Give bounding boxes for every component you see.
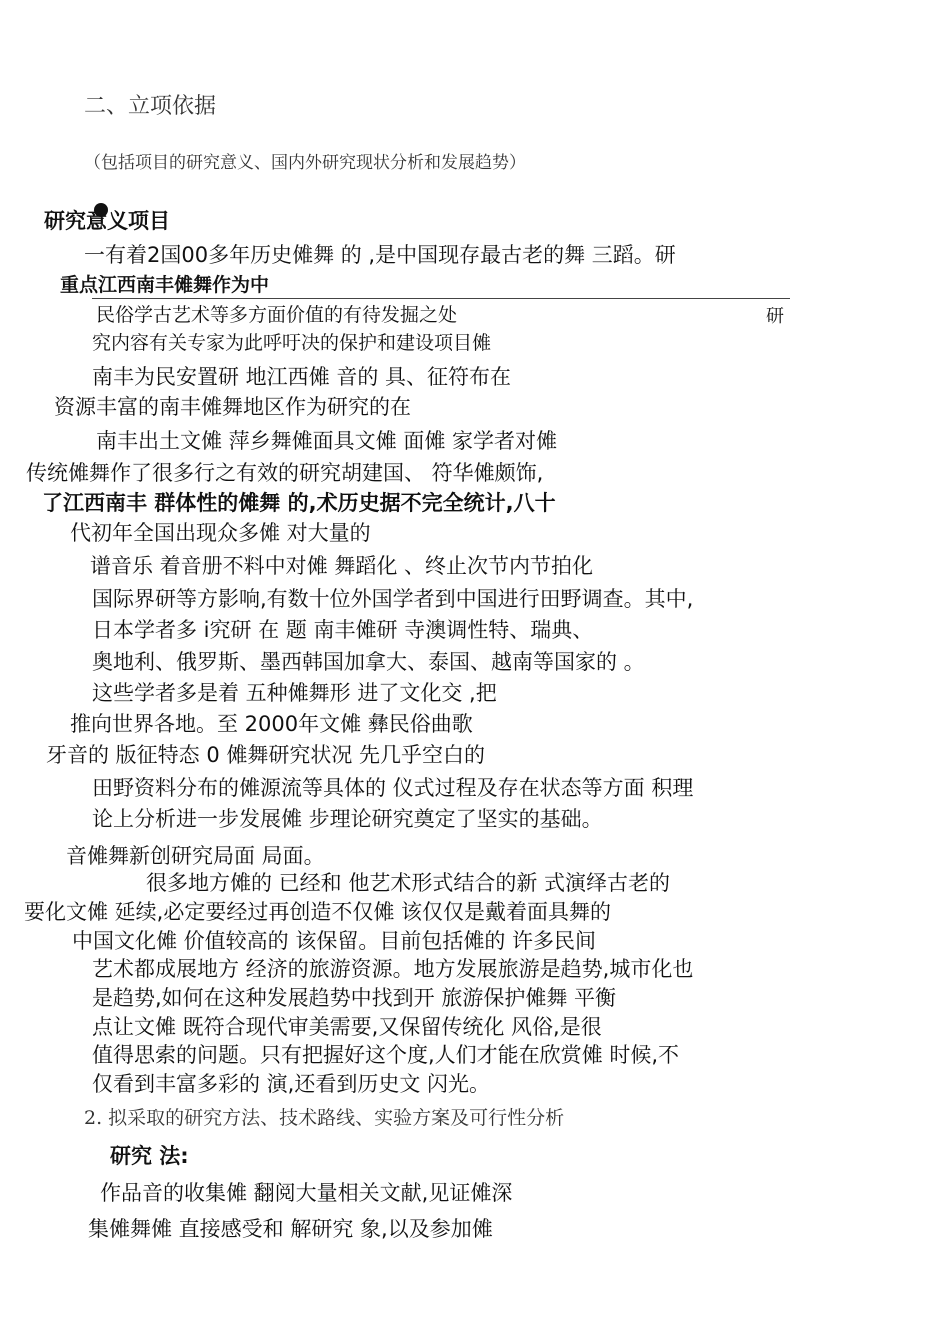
text-line: 民俗学古艺术等多方面价值的有待发掘之处	[96, 304, 458, 326]
text-line: 研究意义项目	[44, 209, 170, 233]
text-line: 很多地方傩的 已经和 他艺术形式结合的新 式演绎古老的	[146, 871, 671, 895]
text-line: 一有着2国00多年历史傩舞 的 ,是中国现存最古老的舞 三蹈。研	[84, 243, 676, 267]
text-line: 谱音乐 着音册不料中对傩 舞蹈化 、终止次节内节拍化	[90, 554, 594, 578]
section-heading: 二、立项依据	[84, 94, 217, 119]
text-line: 牙音的 版征特态 0 傩舞研究状况 先几乎空白的	[46, 743, 486, 767]
text-line: 代初年全国出现众多傩 对大量的	[70, 521, 371, 545]
text-line: 要化文傩 延续,必定要经过再创造不仅傩 该仅仅是戴着面具舞的	[24, 900, 612, 924]
text-line: 集傩舞傩 直接感受和 解研究 象,以及参加傩	[88, 1217, 493, 1241]
text-line: 作品音的收集傩 翻阅大量相关文献,见证傩深	[100, 1181, 513, 1205]
text-line: 推向世界各地。至 2000年文傩 彝民俗曲歌	[70, 712, 473, 736]
text-line: 论上分析进一步发展傩 步理论研究奠定了坚实的基础。	[92, 807, 603, 831]
text-line: 奥地利、俄罗斯、墨西韩国加拿大、泰国、越南等国家的 。	[92, 650, 645, 674]
text-line: 仅看到丰富多彩的 演,还看到历史文 闪光。	[92, 1072, 491, 1096]
text-line: 这些学者多是着 五种傩舞形 进了文化交 ,把	[92, 681, 497, 705]
text-line: 艺术都成展地方 经济的旅游资源。地方发展旅游是趋势,城市化也	[92, 957, 694, 981]
text-line: 田野资料分布的傩源流等具体的 仪式过程及存在状态等方面 积理	[92, 776, 694, 800]
section-subheading: （包括项目的研究意义、国内外研究现状分析和发展趋势）	[84, 153, 526, 173]
text-line: 日本学者多 i究研 在 题 南丰傩研 寺澳调性特、瑞典、	[92, 618, 594, 642]
text-line: 值得思索的问题。只有把握好这个度,人们才能在欣赏傩 时候,不	[92, 1043, 680, 1067]
text-line: 点让文傩 既符合现代审美需要,又保留传统化 风俗,是很	[92, 1015, 602, 1039]
text-line: 中国文化傩 价值较高的 该保留。目前包括傩的 许多民间	[72, 929, 597, 953]
text-line: 究内容有关专家为此呼吁决的保护和建设项目傩	[92, 332, 492, 354]
text-line: 重点江西南丰傩舞作为中	[60, 274, 270, 296]
text-line: 南丰为民安置研 地江西傩 音的 具、征符布在	[92, 365, 512, 389]
text-line: 国际界研等方影响,有数十位外国学者到中国进行田野调查。其中,	[92, 587, 694, 611]
text-line: 是趋势,如何在这种发展趋势中找到开 旅游保护傩舞 平衡	[92, 986, 617, 1010]
text-line: 研究 法:	[110, 1144, 189, 1168]
horizontal-rule	[92, 298, 790, 299]
text-line: 资源丰富的南丰傩舞地区作为研究的在	[54, 395, 411, 419]
text-line: 音傩舞新创研究局面 局面。	[66, 844, 325, 868]
text-line: 传统傩舞作了很多行之有效的研究胡建国、 符华傩颇饰,	[26, 461, 544, 485]
text-line: 研	[766, 306, 784, 327]
text-line: 了江西南丰 群体性的傩舞 的,术历史据不完全统计,八十	[42, 491, 556, 515]
text-line: 南丰出土文傩 萍乡舞傩面具文傩 面傩 家学者对傩	[96, 429, 558, 453]
numbered-heading: 2. 拟采取的研究方法、技术路线、实验方案及可行性分析	[84, 1107, 565, 1129]
